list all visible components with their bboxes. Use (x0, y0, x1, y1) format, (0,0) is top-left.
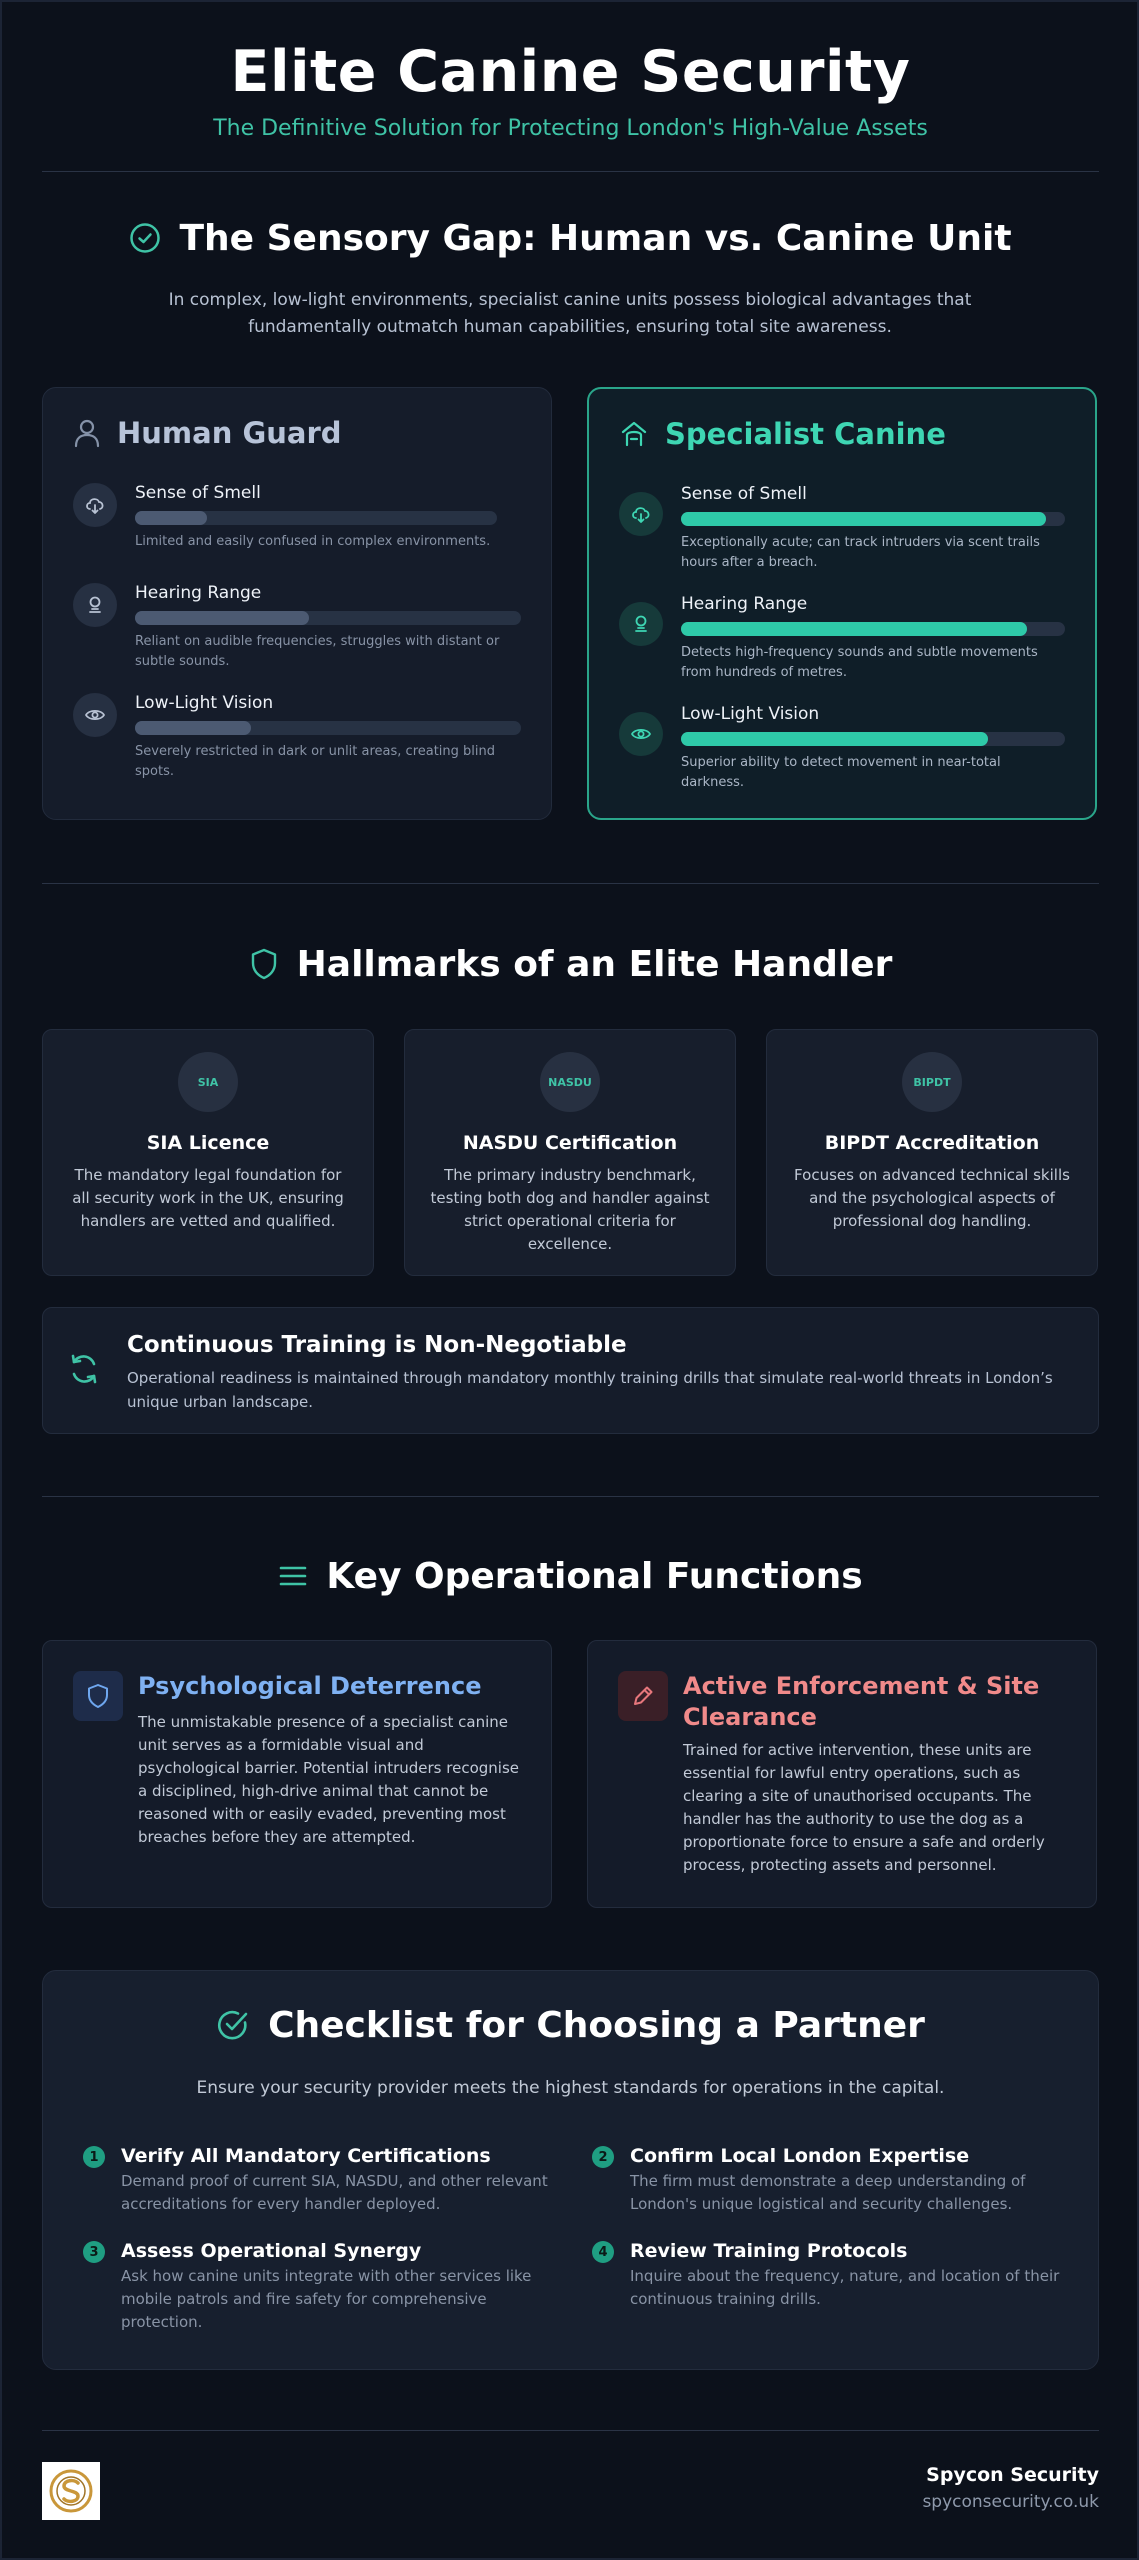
company-name: Spycon Security (926, 2464, 1099, 2486)
page-subtitle: The Definitive Solution for Protecting London's High-Value Assets (213, 116, 928, 141)
hallmark-title: SIA Licence (146, 1132, 270, 1154)
metric-label: Sense of Smell (681, 484, 807, 504)
page-title: Elite Canine Security (230, 39, 911, 105)
metric-bar-fill (135, 721, 251, 735)
sensory-section-title (42, 214, 1099, 262)
metric-label: Hearing Range (681, 594, 808, 614)
check-circle-icon (129, 222, 161, 254)
metric-bar (135, 511, 497, 525)
checklist-item-title: Review Training Protocols (630, 2240, 908, 2262)
shield-icon (249, 947, 279, 981)
hallmark-description: The mandatory legal foundation for all security work in the UK, ensuring handlers are vetted and qualified. (72, 1166, 344, 1230)
metric-bar-fill (681, 512, 1046, 526)
specialist-canine-card (587, 387, 1097, 820)
metric-description: Severely restricted in dark or unlit areas, creating blind spots. (135, 744, 496, 779)
company-website[interactable]: spyconsecurity.co.uk (922, 2492, 1099, 2512)
metric-bar (135, 611, 521, 625)
divider (42, 171, 1099, 172)
metric-bar-fill (681, 732, 988, 746)
refresh-icon (67, 1352, 101, 1386)
training-description: Operational readiness is maintained through mandatory monthly training drills that simulate real-world threats in London’s unique urban landscape. (127, 1369, 1053, 1411)
human-guard-heading (73, 416, 342, 450)
divider (42, 1496, 1099, 1497)
check-circle-icon (216, 2008, 250, 2042)
checklist-item-description: Ask how canine units integrate with other services like mobile patrols and fire safety for comprehensive protection. (121, 2267, 532, 2331)
metric-description: Reliant on audible frequencies, struggles with distant or subtle sounds. (135, 634, 500, 669)
checklist-number: 3 (83, 2241, 105, 2263)
function-description: The unmistakable presence of a specialist canine unit serves as a formidable visual and psychological barrier. Potential intruders recognise a disciplined, high-drive animal that cannot be reasoned with or easily evaded, preventing most breaches before they are attempted. (138, 1713, 519, 1846)
specialist-canine-label: Specialist Canine (665, 417, 946, 451)
canine-metric-vision (619, 704, 1065, 793)
ear-icon (619, 602, 663, 646)
nose-icon (73, 483, 117, 527)
function-card-enforcement (587, 1640, 1097, 1908)
metric-label: Sense of Smell (135, 483, 261, 503)
metric-bar (135, 721, 521, 735)
checklist-item (83, 2238, 553, 2334)
hallmark-card-bipdt (766, 1029, 1098, 1276)
checklist-item-description: Inquire about the frequency, nature, and location of their continuous training drills. (630, 2267, 1060, 2308)
metric-bar-fill (135, 511, 207, 525)
human-guard-label: Human Guard (117, 416, 342, 450)
checklist-item (592, 2238, 1062, 2311)
hallmark-description: The primary industry benchmark, testing both dog and handler against strict operational criteria for excellence. (430, 1166, 710, 1253)
metric-description: Limited and easily confused in complex environments. (135, 534, 491, 549)
ear-icon (73, 583, 117, 627)
hallmark-title: BIPDT Accreditation (824, 1132, 1040, 1154)
eye-icon (619, 712, 663, 756)
nasdu-badge: NASDU (540, 1052, 600, 1112)
nose-icon (619, 492, 663, 536)
user-icon (73, 418, 101, 448)
metric-description: Exceptionally acute; can track intruders via scent trails hours after a breach. (681, 535, 1040, 570)
function-title: Psychological Deterrence (138, 1672, 482, 1700)
metric-bar (681, 512, 1065, 526)
checklist-intro: Ensure your security provider meets the highest standards for operations in the capital. (196, 2078, 945, 2098)
function-title: Active Enforcement & Site Clearance (683, 1672, 1040, 1731)
metric-description: Detects high-frequency sounds and subtle movements from hundreds of metres. (681, 645, 1038, 680)
metric-bar (681, 622, 1065, 636)
checklist-item-description: The firm must demonstrate a deep understanding of London's unique logistical and security challenges. (630, 2172, 1026, 2213)
human-guard-card (42, 387, 552, 820)
human-metric-hearing (73, 583, 521, 672)
training-title: Continuous Training is Non-Negotiable (127, 1332, 627, 1358)
pencil-icon (618, 1671, 668, 1721)
hallmarks-title-text: Hallmarks of an Elite Handler (296, 943, 893, 985)
sensory-intro: In complex, low-light environments, specialist canine units possess biological advantages that fundamentally outmatch human capabilities, ensuring total site awareness. (168, 290, 972, 337)
metric-label: Hearing Range (135, 583, 262, 603)
menu-icon (278, 1562, 308, 1590)
sensory-title-text: The Sensory Gap: Human vs. Canine Unit (179, 217, 1012, 259)
metric-bar-fill (681, 622, 1027, 636)
checklist-item-title: Verify All Mandatory Certifications (121, 2145, 491, 2167)
shield-icon (73, 1671, 123, 1721)
hallmark-card-nasdu (404, 1029, 736, 1276)
functions-section-title (42, 1552, 1099, 1600)
canine-metric-hearing (619, 594, 1065, 683)
checklist-item-title: Assess Operational Synergy (121, 2240, 422, 2262)
checklist-number: 4 (592, 2241, 614, 2263)
checklist-number: 1 (83, 2146, 105, 2168)
metric-label: Low-Light Vision (681, 704, 820, 724)
checklist-panel (42, 1970, 1099, 2370)
hallmarks-section-title (42, 940, 1099, 988)
function-card-deterrence (42, 1640, 552, 1908)
divider (42, 2430, 1099, 2431)
bipdt-badge: BIPDT (902, 1052, 962, 1112)
eye-icon (73, 693, 117, 737)
checklist-item (83, 2143, 553, 2216)
sia-badge: SIA (178, 1052, 238, 1112)
training-callout (42, 1307, 1099, 1434)
hallmark-card-sia (42, 1029, 374, 1276)
metric-description: Superior ability to detect movement in near-total darkness. (681, 755, 1001, 790)
human-metric-smell (73, 483, 521, 552)
checklist-item (592, 2143, 1062, 2216)
human-metric-vision (73, 693, 521, 782)
metric-label: Low-Light Vision (135, 693, 274, 713)
hallmark-title: NASDU Certification (462, 1132, 678, 1154)
checklist-item-title: Confirm Local London Expertise (630, 2145, 970, 2167)
hallmark-description: Focuses on advanced technical skills and the psychological aspects of professional dog handling. (794, 1166, 1070, 1230)
checklist-number: 2 (592, 2146, 614, 2168)
divider (42, 883, 1099, 884)
checklist-item-description: Demand proof of current SIA, NASDU, and other relevant accreditations for every handler deployed. (121, 2172, 548, 2213)
function-description: Trained for active intervention, these units are essential for lawful entry operations, such as clearing a site of unauthorised occupants. The handler has the authority to use the dog as a proportionate force to ensure a safe and orderly process, protecting assets and personnel. (683, 1741, 1045, 1874)
metric-bar-fill (135, 611, 309, 625)
canine-metric-smell (619, 484, 1065, 573)
specialist-canine-heading (619, 417, 946, 451)
spycon-logo[interactable] (42, 2462, 100, 2520)
metric-bar (681, 732, 1065, 746)
checklist-title (43, 2001, 1098, 2049)
checklist-title-text: Checklist for Choosing a Partner (268, 2004, 925, 2046)
dog-icon (619, 419, 649, 449)
functions-title-text: Key Operational Functions (326, 1555, 863, 1597)
